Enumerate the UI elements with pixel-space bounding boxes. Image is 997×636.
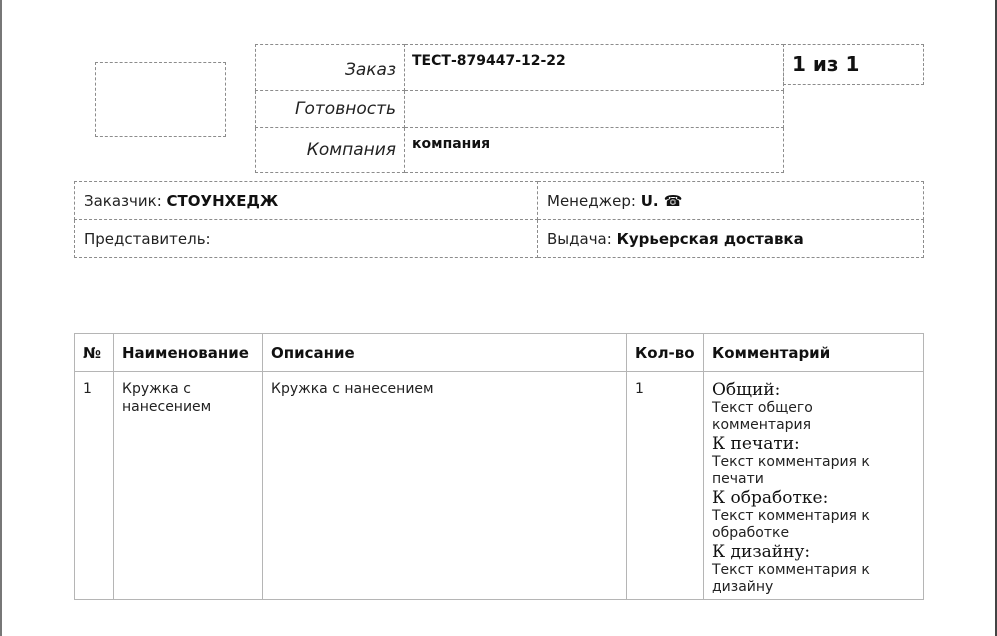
row-comments [704, 372, 924, 600]
comment-general [712, 380, 915, 434]
header-num: № [75, 334, 114, 372]
manager-label: Менеджер: [547, 191, 636, 210]
order-number: ТЕСТ-879447-12-22 [405, 45, 784, 91]
comment-general-text: Текст общего комментария [712, 400, 813, 433]
row-description: Кружка с нанесением [263, 372, 627, 600]
row-num: 1 [75, 372, 114, 600]
customer-value: СТОУНХЕДЖ [166, 191, 279, 210]
order-label: Заказ [256, 45, 405, 91]
representative-cell [75, 220, 538, 258]
header-name: Наименование [114, 334, 263, 372]
table-row [75, 372, 924, 600]
page-counter: 1 из 1 [783, 44, 924, 85]
row-qty: 1 [627, 372, 704, 600]
ready-value [405, 91, 784, 128]
comment-print-title: К печати: [712, 434, 800, 454]
manager-cell [538, 182, 924, 220]
comment-design [712, 542, 915, 596]
comment-processing-text: Текст комментария к обработке [712, 508, 870, 541]
ready-label: Готовность [256, 91, 405, 128]
order-header-table [255, 44, 784, 173]
header-qty: Кол-во [627, 334, 704, 372]
customer-label: Заказчик: [84, 191, 162, 210]
delivery-label: Выдача: [547, 229, 612, 248]
comment-design-title: К дизайну: [712, 542, 811, 562]
comment-processing-title: К обработке: [712, 488, 829, 508]
manager-value: U. ☎ [640, 191, 683, 210]
company-label: Компания [256, 128, 405, 173]
comment-design-text: Текст комментария к дизайну [712, 562, 870, 595]
comment-general-title: Общий: [712, 380, 781, 400]
comment-print [712, 434, 915, 488]
delivery-cell [538, 220, 924, 258]
logo-placeholder [95, 62, 226, 137]
customer-info-table [74, 181, 924, 258]
comment-processing [712, 488, 915, 542]
header-comment: Комментарий [704, 334, 924, 372]
comment-print-text: Текст комментария к печати [712, 454, 870, 487]
page-edge-left [0, 0, 2, 636]
customer-cell [75, 182, 538, 220]
company-value: компания [405, 128, 784, 173]
items-header-row [75, 334, 924, 372]
delivery-value: Курьерская доставка [616, 229, 804, 248]
representative-label: Представитель: [84, 229, 211, 248]
header-description: Описание [263, 334, 627, 372]
row-name: Кружка с нанесением [114, 372, 263, 600]
items-table [74, 333, 924, 600]
